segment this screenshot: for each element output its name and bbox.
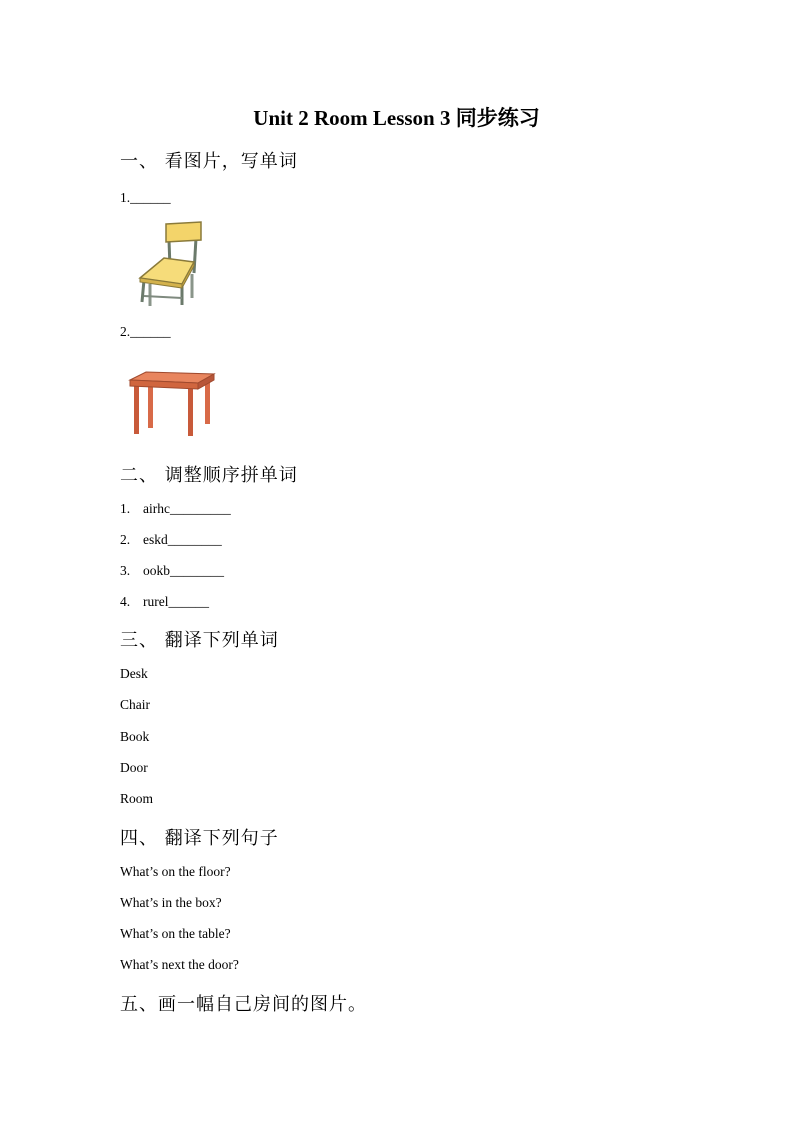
scrambled-word: ookb________ <box>143 563 224 578</box>
section3-word: Book <box>120 729 150 744</box>
section2-item-3 <box>120 563 224 579</box>
item-number: 3. <box>120 563 131 578</box>
chair-icon <box>120 218 210 308</box>
section1-heading: 一、 看图片，写单词 <box>120 151 298 172</box>
scrambled-word: rurel______ <box>143 594 209 609</box>
section3-heading: 三、 翻译下列单词 <box>120 630 279 651</box>
section3-word: Desk <box>120 666 148 681</box>
section4-sentence: What’s on the floor? <box>120 864 231 879</box>
section2-item-1 <box>120 501 231 517</box>
section2-item-2 <box>120 532 222 548</box>
scrambled-word: airhc_________ <box>143 501 231 516</box>
section4-sentence: What’s next the door? <box>120 957 239 972</box>
desk-icon <box>128 370 218 440</box>
section2-item-4 <box>120 594 209 610</box>
item-number: 4. <box>120 594 131 609</box>
section5-heading: 五、画一幅自己房间的图片。 <box>120 994 367 1015</box>
section1-item-2-label: 2.______ <box>120 324 171 339</box>
scrambled-word: eskd________ <box>143 532 222 547</box>
page-title: Unit 2 Room Lesson 3 同步练习 <box>253 106 540 130</box>
section3-word: Door <box>120 760 148 775</box>
section3-word: Chair <box>120 697 150 712</box>
section4-sentence: What’s in the box? <box>120 895 222 910</box>
section2-heading: 二、 调整顺序拼单词 <box>120 465 298 486</box>
section3-word: Room <box>120 791 154 806</box>
item-number: 2. <box>120 532 131 547</box>
item-number: 1. <box>120 501 131 516</box>
section4-heading: 四、 翻译下列句子 <box>120 828 279 849</box>
section4-sentence: What’s on the table? <box>120 926 231 941</box>
section1-item-1-label: 1.______ <box>120 190 171 205</box>
